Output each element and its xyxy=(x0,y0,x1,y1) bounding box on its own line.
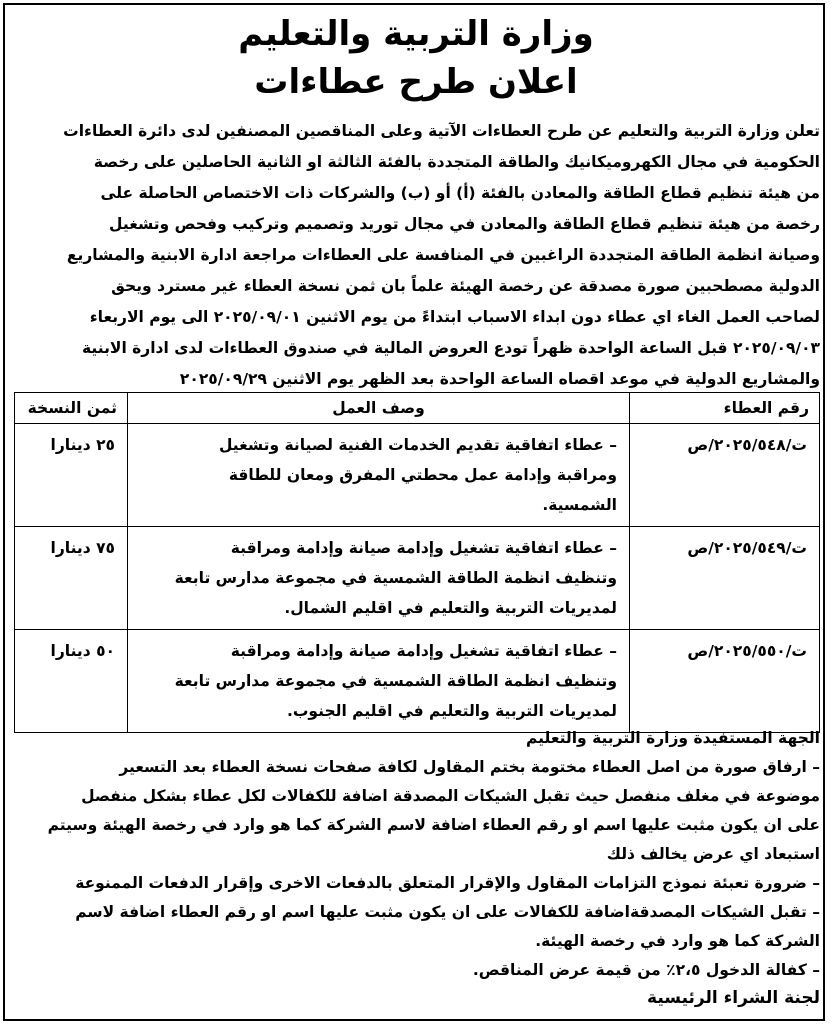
header-work-description: وصف العمل xyxy=(128,393,630,424)
intro-line: والمشاريع الدولية في موعد اقصاه الساعة الواحدة بعد الظهر يوم الاثنين ٢٠٢٥/٠٩/٢٩ xyxy=(179,370,820,388)
condition-line: – تقبل الشيكات المصدقةاضافة للكفالات على ان يكون مثبت عليها اسم او رقم العطاء اضافة لاسم xyxy=(75,903,820,921)
intro-line: وصيانة انظمة الطاقة المتجددة الراغبين في المنافسة على العطاءات مراجعة ادارة الابنية والمشاريع xyxy=(66,246,820,264)
description-line: وتنظيف انظمة الطاقة الشمسية في مجموعة مدارس تابعة xyxy=(174,569,617,587)
copy-price: ٢٥ دينارا xyxy=(15,424,128,527)
tender-number: ت/٢٠٢٥/٥٤٨/ص xyxy=(630,424,820,527)
table-row xyxy=(15,424,820,527)
intro-line: من هيئة تنظيم قطاع الطاقة والمعادن بالفئة (أ) أو (ب) والشركات ذات الاختصاص الحاصلة على xyxy=(100,184,820,202)
description-line: لمديريات التربية والتعليم في اقليم الشمال. xyxy=(284,599,617,617)
description-line: لمديريات التربية والتعليم في اقليم الجنوب. xyxy=(286,702,617,720)
intro-line: الدولية مصطحبين صورة مصدقة عن رخصة الهيئة علماً بان ثمن نسخة العطاء غير مسترد ويحق xyxy=(111,277,820,295)
intro-line: الحكومية في مجال الكهروميكانيك والطاقة المتجددة بالفئة الثالثة او الثانية الحاصلين على رخصة xyxy=(93,153,820,171)
conditions-section xyxy=(12,724,820,985)
description-line: – عطاء اتفاقية تقديم الخدمات الفنية لصيانة وتشغيل xyxy=(218,436,617,454)
header-copy-price: ثمن النسخة xyxy=(15,393,128,424)
condition-line: الشركة كما هو وارد في رخصة الهيئة. xyxy=(535,932,820,950)
intro-line: ٢٠٢٥/٠٩/٠٣ قبل الساعة الواحدة ظهراً تودع العروض المالية في صندوق العطاءات لدى ادارة الابنية xyxy=(82,339,820,357)
copy-price: ٧٥ دينارا xyxy=(15,527,128,630)
condition-line: – كفالة الدخول ٢،٥٪ من قيمة عرض المناقص. xyxy=(472,961,820,979)
work-description xyxy=(128,424,630,527)
ministry-title: وزارة التربية والتعليم xyxy=(238,14,594,54)
condition-line: استبعاد اي عرض يخالف ذلك xyxy=(606,845,820,863)
tender-number: ت/٢٠٢٥/٥٤٩/ص xyxy=(630,527,820,630)
intro-line: تعلن وزارة التربية والتعليم عن طرح العطاءات الآتية وعلى المناقصين المصنفين لدى دائرة العطاءات xyxy=(63,122,820,140)
condition-line: على ان يكون مثبت عليها اسم او رقم العطاء اضافة لاسم الشركة كما هو وارد في رخصة الهيئة وسيتم xyxy=(47,816,820,834)
signature: لجنة الشراء الرئيسية xyxy=(647,988,820,1008)
intro-line: لصاحب العمل الغاء اي عطاء دون ابداء الاسباب ابتداءً من يوم الاثنين ٢٠٢٥/٠٩/٠١ الى يوم الاربعاء xyxy=(89,308,820,326)
description-line: الشمسية. xyxy=(542,496,617,514)
work-description xyxy=(128,527,630,630)
table-header-row xyxy=(15,393,820,424)
tenders-table xyxy=(14,392,820,733)
header-tender-number: رقم العطاء xyxy=(630,393,820,424)
condition-line: موضوعة في مغلف منفصل حيث تقبل الشيكات المصدقة اضافة للكفالات لكل عطاء بشكل منفصل xyxy=(81,787,820,805)
work-description xyxy=(128,630,630,733)
tender-number: ت/٢٠٢٥/٥٥٠/ص xyxy=(630,630,820,733)
description-line: ومراقبة وإدامة عمل محطتي المفرق ومعان للطاقة xyxy=(228,466,617,484)
table-row xyxy=(15,527,820,630)
beneficiary-line: الجهة المستفيدة وزارة التربية والتعليم xyxy=(526,729,820,747)
description-line: وتنظيف انظمة الطاقة الشمسية في مجموعة مدارس تابعة xyxy=(174,672,617,690)
description-line: – عطاء اتفاقية تشغيل وإدامة صيانة وإدامة ومراقبة xyxy=(230,642,617,660)
description-line: – عطاء اتفاقية تشغيل وإدامة صيانة وإدامة ومراقبة xyxy=(230,539,617,557)
intro-paragraph xyxy=(12,116,820,395)
intro-line: رخصة من هيئة تنظيم قطاع الطاقة والمعادن في مجال توريد وتصميم وتركيب وفحص وتشغيل xyxy=(109,215,820,233)
copy-price: ٥٠ دينارا xyxy=(15,630,128,733)
announcement-title: اعلان طرح عطاءات xyxy=(254,62,578,102)
condition-line: – ضرورة تعبئة نموذج التزامات المقاول والإقرار المتعلق بالدفعات الاخرى وإقرار الدفعات الممنوعة xyxy=(75,874,820,892)
condition-line: – ارفاق صورة من اصل العطاء مختومة بختم المقاول لكافة صفحات نسخة العطاء بعد التسعير xyxy=(119,758,820,776)
table-row xyxy=(15,630,820,733)
